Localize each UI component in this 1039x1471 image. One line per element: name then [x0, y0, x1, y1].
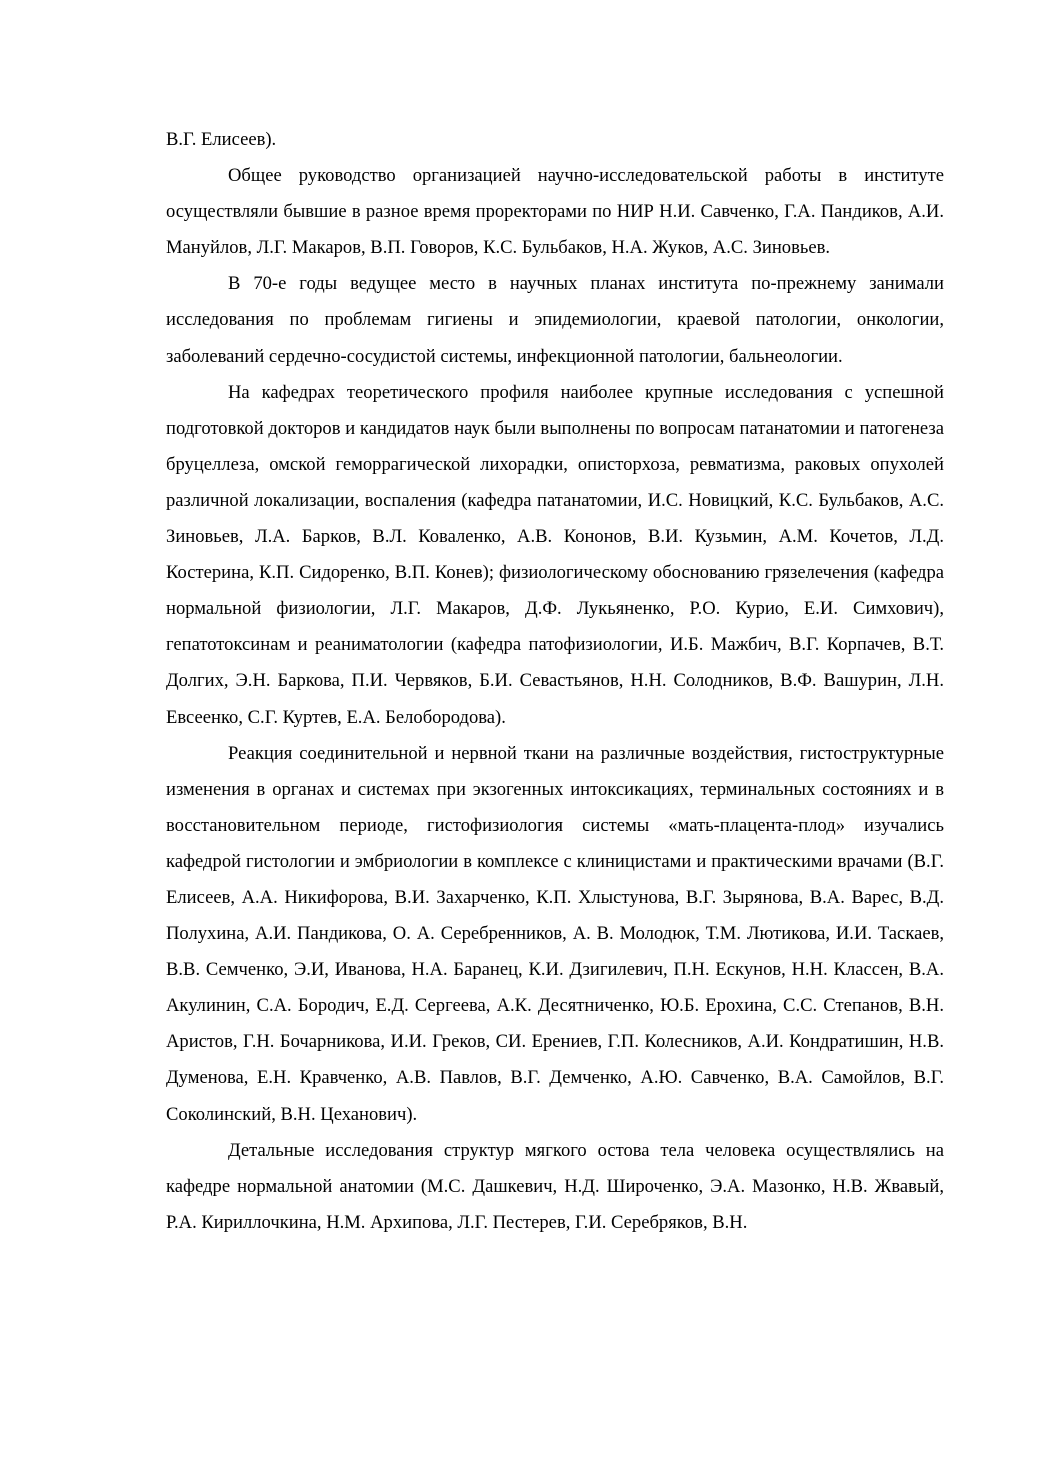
paragraph-theoretical-departments: На кафедрах теоретического профиля наиболее крупные исследования с успешной подготовкой докторов и кандидатов наук были выполнены по вопросам патанатомии и патогенеза бруцеллеза, омской геморрагической лихорадки, описторхоза, ревматизма, раковых опухолей различной локализации, воспаления (кафедра патанатомии, И.С. Новицкий, К.С. Бульбаков, А.С. Зиновьев, Л.А. Барков, В.Л. Коваленко, А.В. Кононов, В.И. Кузьмин, А.М. Кочетов, Л.Д. Костерина, К.П. Сидоренко, В.П. Конев); физиологическому обоснованию грязелечения (кафедра нормальной физиологии, Л.Г. Макаров, Д.Ф. Лукьяненко, Р.О. Курио, Е.И. Симхович), гепатотоксинам и реаниматологии (кафедра патофизиологии, И.Б. Мажбич, В.Г. Корпачев, В.Т. Долгих, Э.Н. Баркова, П.И. Червяков, Б.И. Севастьянов, Н.Н. Солодников, В.Ф. Вашурин, Л.Н. Евсеенко, С.Г. Куртев, Е.А. Белобородова). — [166, 381, 944, 728]
paragraph-research-management: Общее руководство организацией научно-исследовательской работы в институте осуществляли бывшие в разное время проректорами по НИР Н.И. Савченко, Г.А. Пандиков, А.И. Мануйлов, Л.Г. Макаров, В.П. Говоров, К.С. Бульбаков, Н.А. Жуков, А.С. Зиновьев. — [166, 165, 944, 259]
document-body — [166, 122, 944, 1241]
paragraph-seventies-research: В 70-е годы ведущее место в научных планах института по-прежнему занимали исследования по проблемам гигиены и эпидемиологии, краевой патологии, онкологии, заболеваний сердечно-сосудистой системы, инфекционной патологии, бальнеологии. — [166, 273, 944, 367]
paragraph-anatomy: Детальные исследования структур мягкого остова тела человека осуществлялись на кафедре нормальной анатомии (М.С. Дашкевич, Н.Д. Широченко, Э.А. Мазонко, Н.В. Жвавый, Р.А. Кириллочкина, Н.М. Архипова, Л.Г. Пестерев, Г.И. Серебряков, В.Н. — [166, 1139, 944, 1233]
paragraph-continuation: В.Г. Елисеев). — [166, 129, 277, 150]
paragraph-histology: Реакция соединительной и нервной ткани на различные воздействия, гистоструктурные изменения в органах и системах при экзогенных интоксикациях, терминальных состояниях и в восстановительном периоде, гистофизиология системы «мать-плацента-плод» изучались кафедрой гистологии и эмбриологии в комплексе с клиницистами и практическими врачами (В.Г. Елисеев, А.А. Никифорова, В.И. Захарченко, К.П. Хлыстунова, В.Г. Зырянова, В.А. Варес, В.Д. Полухина, А.И. Пандикова, О. А. Серебренников, А. В. Молодюк, Т.М. Лютикова, И.И. Таскаев, В.В. Семченко, Э.И, Иванова, Н.А. Баранец, К.И. Дзигилевич, П.Н. Ескунов, Н.Н. Классен, В.А. Акулинин, С.А. Бородич, Е.Д. Сергеева, А.К. Десятниченко, Ю.Б. Ерохина, С.С. Степанов, В.Н. Аристов, Г.Н. Бочарникова, И.И. Греков, СИ. Ерениев, Г.П. Колесников, А.И. Кондратишин, Н.В. Думенова, Е.Н. Кравченко, А.В. Павлов, В.Г. Демченко, А.Ю. Савченко, В.А. Самойлов, В.Г. Соколинский, В.Н. Цеханович). — [166, 742, 944, 1125]
